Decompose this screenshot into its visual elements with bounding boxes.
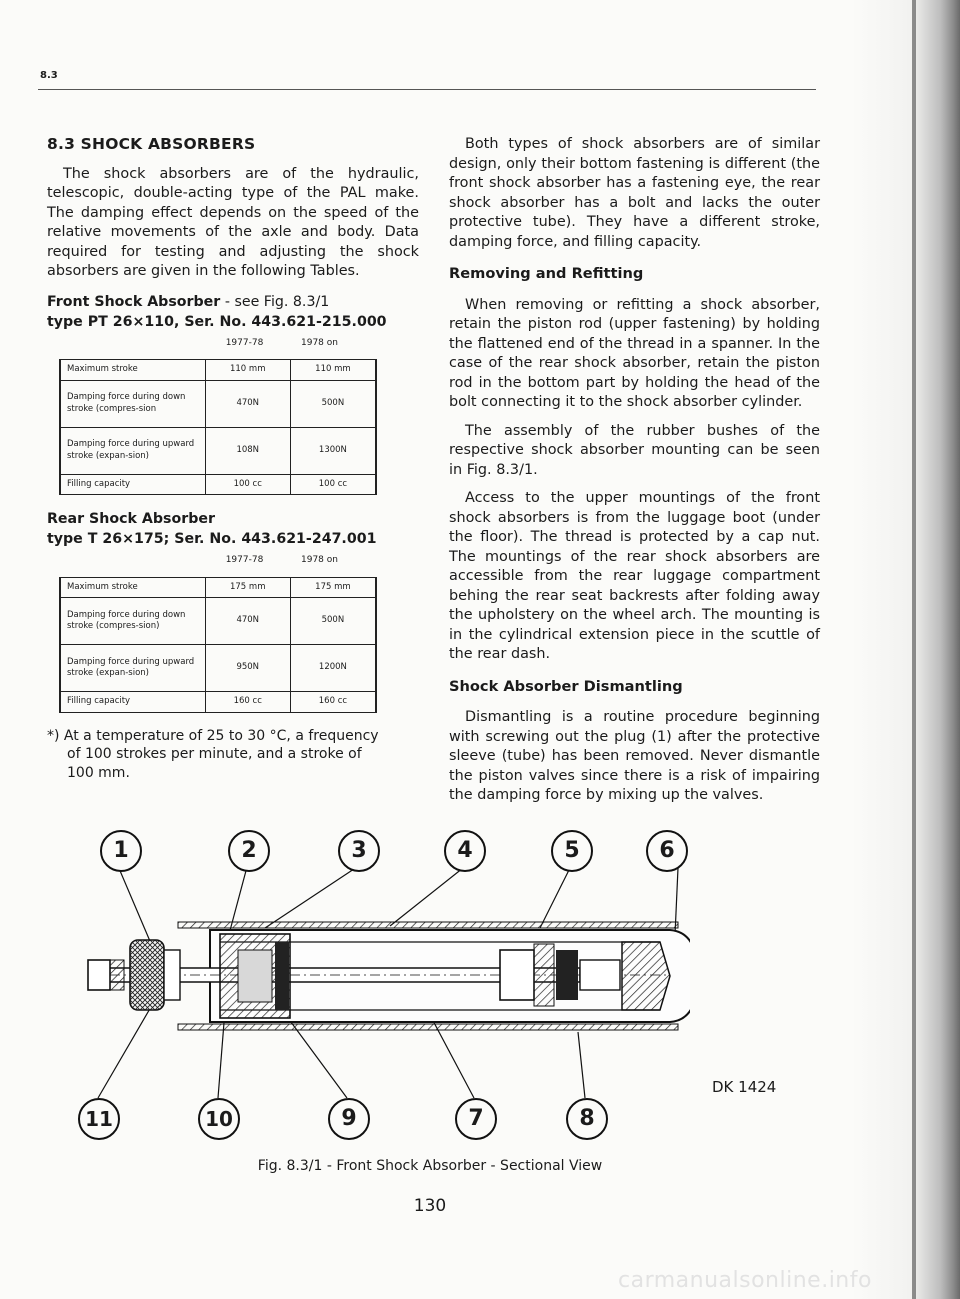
rear-year-b: 1978 on bbox=[301, 555, 338, 565]
front-title-ref: - see Fig. 8.3/1 bbox=[220, 293, 330, 310]
left-column bbox=[47, 135, 419, 782]
design-paragraph: Both types of shock absorbers are of similar design, only their bottom fastening is different (the front shock absorber has a fastening eye, the rear shock absorber has a bolt and lacks the outer protective tube). They have a different stroke, damping force, and filling capacity. bbox=[449, 136, 820, 250]
cell-label: Filling capacity bbox=[60, 692, 205, 713]
shock-absorber-figure bbox=[70, 810, 690, 1160]
rear-title: Rear Shock Absorber bbox=[47, 511, 216, 527]
callout-3: 3 bbox=[338, 830, 380, 872]
header-rule bbox=[38, 89, 816, 90]
callout-9: 9 bbox=[328, 1098, 370, 1140]
rear-type-line: type T 26×175; Ser. No. 443.621-247.001 bbox=[47, 531, 377, 547]
footnote-line-2: of 100 strokes per minute, and a stroke of bbox=[67, 746, 362, 762]
table-row bbox=[60, 692, 376, 713]
cell-value-b: 500N bbox=[290, 380, 376, 427]
front-type-line: type PT 26×110, Ser. No. 443.621-215.000 bbox=[47, 313, 387, 330]
cell-value-a: 100 cc bbox=[205, 474, 290, 495]
callout-8: 8 bbox=[566, 1098, 608, 1140]
cell-value-b: 160 cc bbox=[290, 692, 376, 713]
front-title-bold: Front Shock Absorber bbox=[47, 293, 221, 310]
rear-spec-table bbox=[59, 577, 377, 713]
cell-value-a: 175 mm bbox=[205, 577, 290, 598]
cell-value-b: 110 mm bbox=[290, 360, 376, 381]
footnote-line-3: 100 mm. bbox=[67, 764, 130, 781]
cell-label: Maximum stroke bbox=[60, 360, 205, 381]
cell-value-a: 470N bbox=[205, 598, 290, 645]
callout-7: 7 bbox=[455, 1098, 497, 1140]
heading-dismantling: Shock Absorber Dismantling bbox=[449, 677, 683, 695]
table-row bbox=[60, 427, 376, 474]
callout-6: 6 bbox=[646, 830, 688, 872]
table-row bbox=[60, 598, 376, 645]
cell-label: Filling capacity bbox=[60, 474, 205, 495]
cell-label: Maximum stroke bbox=[60, 577, 205, 598]
running-section-number: 8.3 bbox=[40, 70, 58, 81]
front-title bbox=[47, 292, 419, 312]
watermark: carmanualsonline.info bbox=[618, 1268, 872, 1293]
table-row bbox=[60, 380, 376, 427]
cell-value-b: 1300N bbox=[290, 427, 376, 474]
removing-paragraph: When removing or refitting a shock absorber, retain the piston rod (upper fastening) by holding the flattened end of the thread in a spanner. In the case of the rear shock absorber, retain the piston rod in the bottom part by holding the head of the bolt connecting it to the shock absorber cylinder. bbox=[449, 296, 820, 410]
cell-value-a: 950N bbox=[205, 645, 290, 692]
callout-10: 10 bbox=[198, 1098, 240, 1140]
dismantling-paragraph: Dismantling is a routine procedure beginning with screwing out the plug (1) after the protective sleeve (tube) has been removed. Never dismantle the piston valves since there is a risk of impairing the damping force by mixing up the valves. bbox=[449, 709, 820, 803]
callout-11: 11 bbox=[78, 1098, 120, 1140]
section-heading: 8.3 SHOCK ABSORBERS bbox=[47, 135, 256, 153]
callout-4: 4 bbox=[444, 830, 486, 872]
cell-label: Damping force during down stroke (compres-sion) bbox=[60, 598, 205, 645]
cell-label: Damping force during down stroke (compres-sion bbox=[60, 380, 205, 427]
footnote-line-1: *) At a temperature of 25 to 30 °C, a frequency bbox=[47, 727, 379, 744]
table-row bbox=[60, 360, 376, 381]
footnote bbox=[47, 727, 419, 783]
cell-value-b: 175 mm bbox=[290, 577, 376, 598]
cell-value-a: 108N bbox=[205, 427, 290, 474]
cell-value-a: 110 mm bbox=[205, 360, 290, 381]
callout-1: 1 bbox=[100, 830, 142, 872]
table-row bbox=[60, 474, 376, 495]
figure-caption: Fig. 8.3/1 - Front Shock Absorber - Sectional View bbox=[257, 1158, 603, 1174]
front-year-a: 1977-78 bbox=[225, 337, 264, 348]
cell-value-b: 1200N bbox=[290, 645, 376, 692]
bushes-paragraph: The assembly of the rubber bushes of the respective shock absorber mounting can be seen in Fig. 8.3/1. bbox=[449, 422, 820, 478]
drawing-code: DK 1424 bbox=[712, 1078, 777, 1096]
rear-year-a: 1977-78 bbox=[225, 555, 264, 565]
cell-value-b: 500N bbox=[290, 598, 376, 645]
front-year-b: 1978 on bbox=[301, 337, 338, 348]
cell-label: Damping force during upward stroke (expan-sion) bbox=[60, 427, 205, 474]
front-spec-table bbox=[59, 359, 377, 495]
heading-removing: Removing and Refitting bbox=[449, 265, 644, 282]
intro-paragraph: The shock absorbers are of the hydraulic, telescopic, double-acting type of the PAL make. The damping effect depends on the speed of the relative movements of the axle and body. Data required for testing and adjusting the shock absorbers are given in the following Tables. bbox=[47, 165, 419, 279]
rear-years-header bbox=[207, 551, 419, 571]
cell-label: Damping force during upward stroke (expan-sion) bbox=[60, 645, 205, 692]
page-edge-shadow bbox=[852, 0, 960, 1299]
table-row bbox=[60, 645, 376, 692]
table-row bbox=[60, 577, 376, 598]
cell-value-b: 100 cc bbox=[290, 474, 376, 495]
page-number: 130 bbox=[413, 1196, 447, 1216]
front-years-header bbox=[207, 334, 419, 354]
cell-value-a: 160 cc bbox=[205, 692, 290, 713]
callout-5: 5 bbox=[551, 830, 593, 872]
right-column bbox=[449, 135, 820, 815]
access-paragraph: Access to the upper mountings of the front shock absorbers is from the luggage boot (under the floor). The thread is protected by a cap nut. The mountings of the rear shock absorbers are accessible from the rear luggage compartment behing the rear seat backrests after folding away the upholstery on the wheel arch. The mounting is in the cylindrical extension piece in the scuttle of the rear dash. bbox=[449, 490, 820, 662]
cell-value-a: 470N bbox=[205, 380, 290, 427]
callout-2: 2 bbox=[228, 830, 270, 872]
